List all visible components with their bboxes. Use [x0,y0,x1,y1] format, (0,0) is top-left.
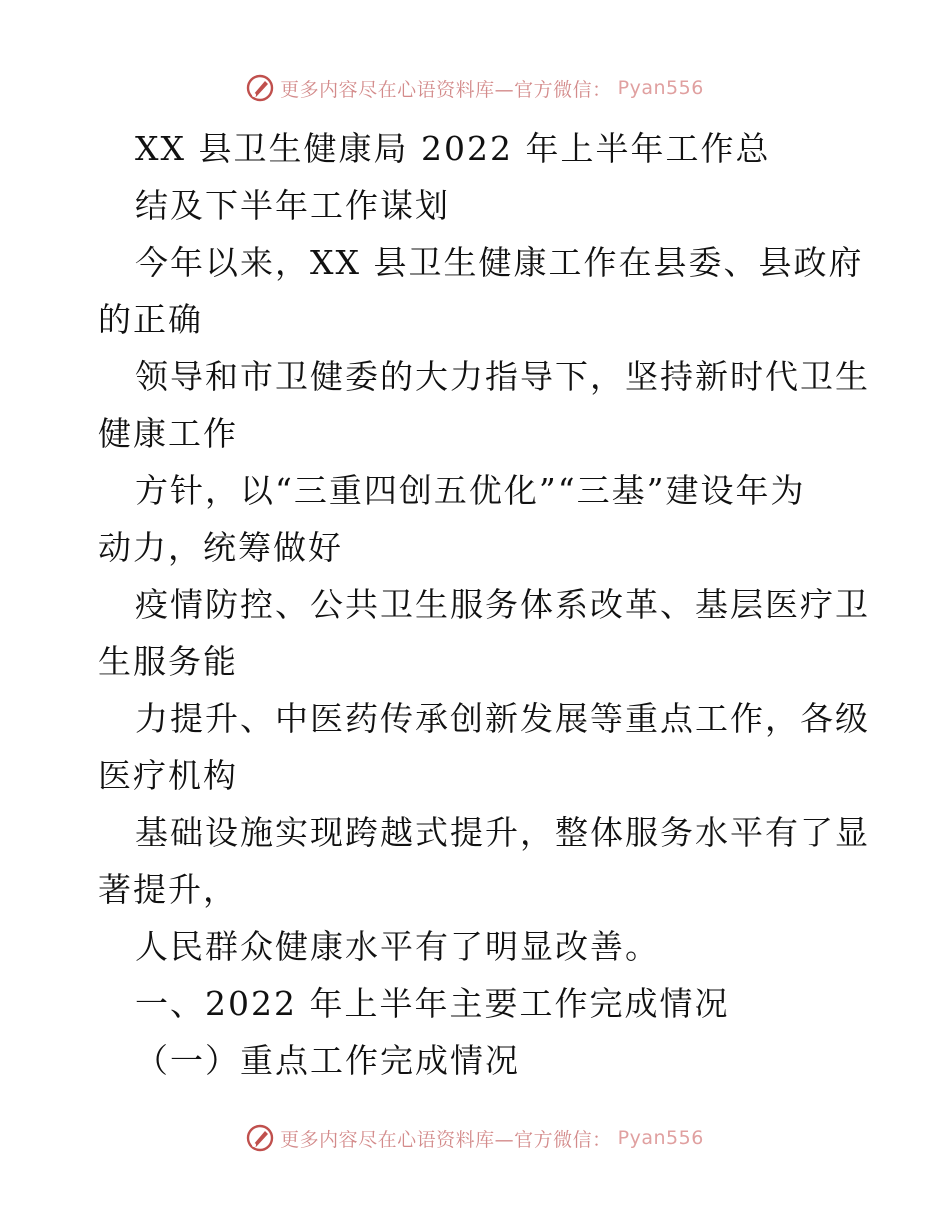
paragraph-line: 动力，统筹做好 [98,528,343,567]
watermark-text: 更多内容尽在心语资料库—官方微信： [280,78,612,101]
paragraph-line: 今年以来，XX 县卫生健康工作在县委、县政府 [135,243,864,282]
title-line-2: 结及下半年工作谋划 [135,186,450,225]
section-heading: 一、2022 年上半年主要工作完成情况 [135,984,730,1023]
watermark-header [0,74,950,102]
paragraph-line: 医疗机构 [98,756,238,795]
watermark-text: 更多内容尽在心语资料库—官方微信： [280,1128,612,1151]
watermark-wechat-id: Pyan556 [617,77,704,99]
watermark-footer [0,1124,950,1152]
pen-logo-icon [246,74,274,102]
paragraph-line: 生服务能 [98,642,238,681]
paragraph-line: 疫情防控、公共卫生服务体系改革、基层医疗卫 [135,585,870,624]
pen-logo-icon [246,1124,274,1152]
paragraph-line: 健康工作 [98,414,238,453]
paragraph-line: 方针，以“三重四创五优化”“三基”建设年为 [135,471,806,510]
subsection-heading: （一）重点工作完成情况 [135,1041,520,1080]
document-body [98,120,870,1089]
paragraph-line: 人民群众健康水平有了明显改善。 [135,927,660,966]
paragraph-line: 的正确 [98,300,203,339]
paragraph-line: 著提升， [98,870,238,909]
title-line-1: XX 县卫生健康局 2022 年上半年工作总 [135,129,771,168]
paragraph-line: 力提升、中医药传承创新发展等重点工作，各级 [135,699,870,738]
watermark-wechat-id: Pyan556 [617,1127,704,1149]
paragraph-line: 基础设施实现跨越式提升，整体服务水平有了显 [135,813,870,852]
paragraph-line: 领导和市卫健委的大力指导下，坚持新时代卫生 [135,357,870,396]
